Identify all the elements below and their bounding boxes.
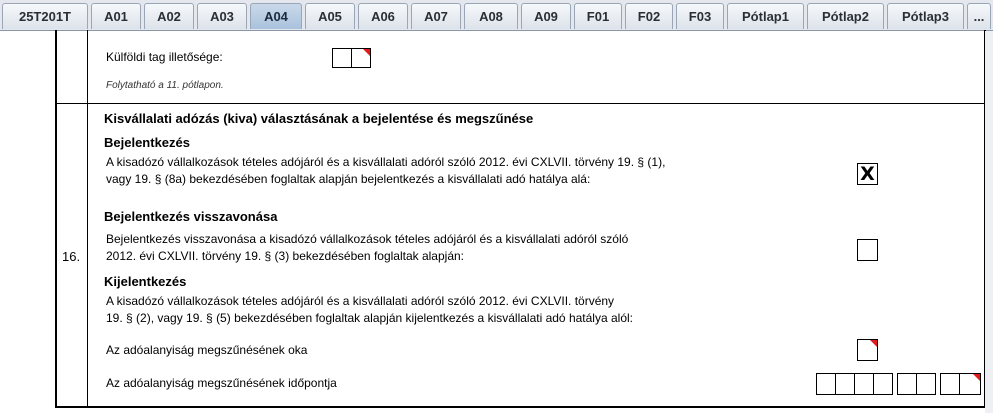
date-year-digit-1[interactable] xyxy=(816,373,836,395)
registration-text-1: A kisadózó vállalkozások tételes adójáról és a kisvállalati adóról szóló 2012. évi CXLVII. törvény 19. § (1), xyxy=(106,155,666,169)
tab-potlap3[interactable]: Pótlap3 xyxy=(887,3,964,29)
tab-a01[interactable]: A01 xyxy=(91,3,141,29)
tab-bar xyxy=(0,0,993,31)
tab-a09[interactable]: A09 xyxy=(521,3,571,29)
tab-a07[interactable]: A07 xyxy=(411,3,461,29)
withdrawal-text-2: 2012. évi CXLVII. törvény 19. § (3) bekezdésében foglaltak alapján: xyxy=(106,249,465,263)
date-month-digit-2[interactable] xyxy=(916,373,936,395)
date-year-digit-2[interactable] xyxy=(835,373,855,395)
tab-a05[interactable]: A05 xyxy=(305,3,355,29)
registration-checkbox[interactable] xyxy=(857,163,878,185)
tab-more[interactable]: ... xyxy=(967,3,991,29)
foreign-member-field-1[interactable] xyxy=(332,48,352,68)
section-title: Kisvállalati adózás (kiva) választásának a bejelentése és megszűnése xyxy=(104,111,534,126)
deregistration-text-2: 19. § (2), vagy 19. § (5) bekezdésében foglaltak alapján kijelentkezés a kisvállalati adó hatálya alól: xyxy=(106,311,633,325)
tab-a08[interactable]: A08 xyxy=(464,3,518,29)
termination-reason-label: Az adóalanyiság megszűnésének oka xyxy=(106,343,308,357)
check-x-mark: X xyxy=(860,163,875,185)
registration-heading: Bejelentkezés xyxy=(104,135,190,150)
tab-a04[interactable]: A04 xyxy=(250,3,302,29)
tab-25t201t[interactable]: 25T201T xyxy=(2,3,88,29)
withdrawal-checkbox[interactable] xyxy=(857,239,878,261)
required-marker xyxy=(870,340,877,347)
date-year-digit-3[interactable] xyxy=(854,373,874,395)
vertical-scrollbar[interactable] xyxy=(985,31,993,413)
foreign-member-label: Külföldi tag illetősége: xyxy=(106,50,223,64)
deregistration-heading: Kijelentkezés xyxy=(104,274,187,289)
tab-potlap1[interactable]: Pótlap1 xyxy=(727,3,804,29)
tab-a02[interactable]: A02 xyxy=(144,3,194,29)
row-divider xyxy=(57,103,984,104)
continuation-note: Folytatható a 11. pótlapon. xyxy=(106,80,224,91)
row-number-divider xyxy=(87,30,88,408)
foreign-member-field-2[interactable] xyxy=(351,48,371,68)
withdrawal-text-1: Bejelentkezés visszavonása a kisadózó vállalkozások tételes adójáról és a kisvállalati adóról szóló xyxy=(106,232,629,246)
tab-a06[interactable]: A06 xyxy=(358,3,408,29)
row-number: 16. xyxy=(62,249,81,264)
date-day-digit-1[interactable] xyxy=(940,373,960,395)
tab-potlap2[interactable]: Pótlap2 xyxy=(807,3,884,29)
registration-text-2: vagy 19. § (8a) bekezdésében foglaltak alapján bejelentkezés a kisvállalati adó hatálya alá: xyxy=(106,172,591,186)
termination-reason-field[interactable] xyxy=(857,339,878,361)
withdrawal-heading: Bejelentkezés visszavonása xyxy=(104,209,278,224)
tab-f01[interactable]: F01 xyxy=(574,3,622,29)
date-day-digit-2[interactable] xyxy=(959,373,981,395)
required-marker xyxy=(973,374,980,381)
tab-f03[interactable]: F03 xyxy=(676,3,724,29)
deregistration-text-1: A kisadózó vállalkozások tételes adójáról és a kisvállalati adóról szóló 2012. évi CXLVII. törvény xyxy=(106,294,615,308)
tab-f02[interactable]: F02 xyxy=(625,3,673,29)
required-marker xyxy=(363,49,370,56)
termination-date-label: Az adóalanyiság megszűnésének időpontja xyxy=(106,376,337,390)
tab-a03[interactable]: A03 xyxy=(197,3,247,29)
date-year-digit-4[interactable] xyxy=(873,373,893,395)
date-month-digit-1[interactable] xyxy=(897,373,917,395)
